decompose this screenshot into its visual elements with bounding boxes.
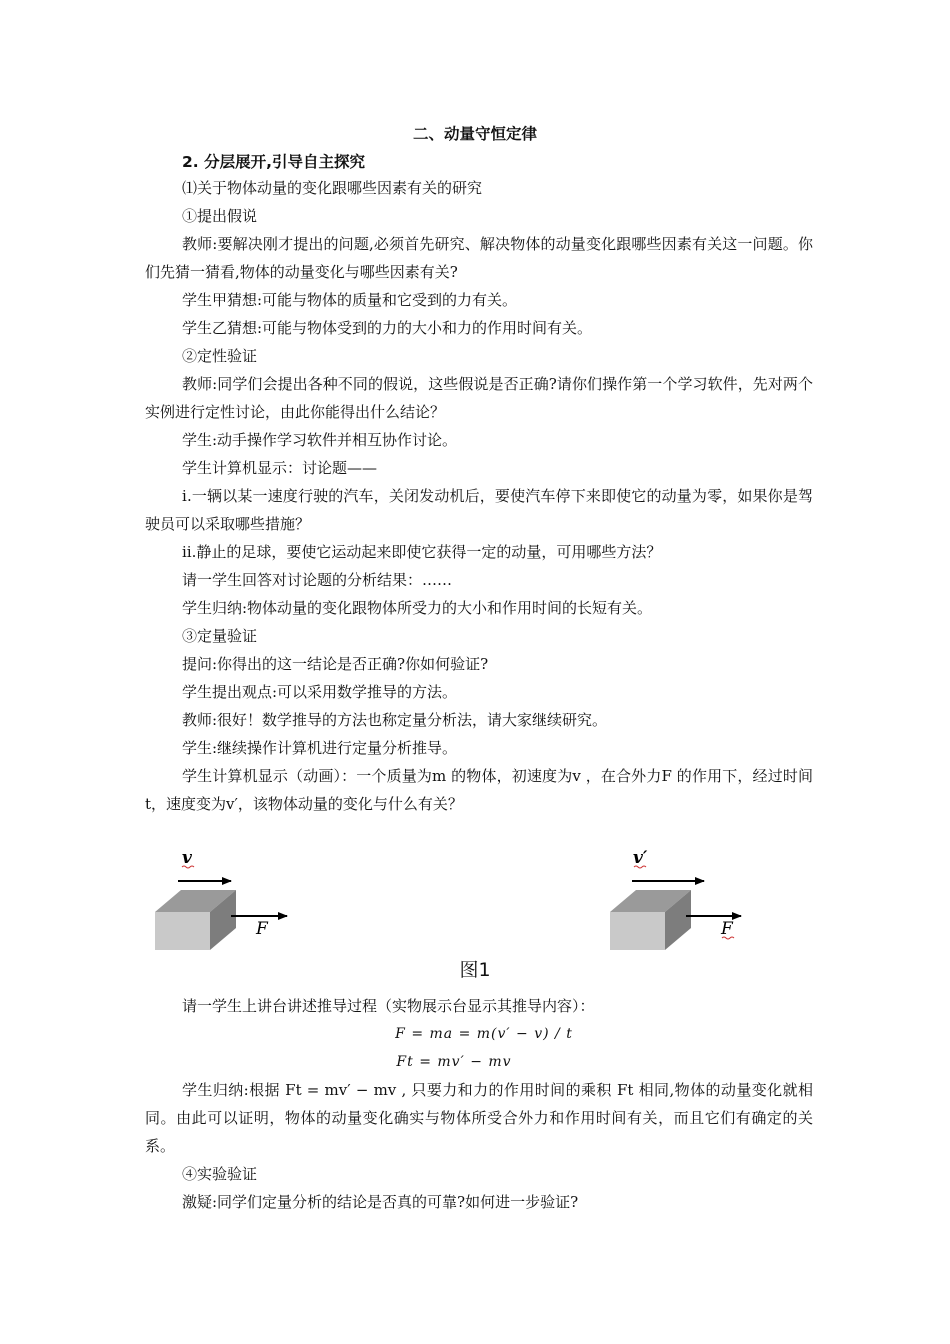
- paragraph: 请一学生回答对讨论题的分析结果：……: [182, 571, 453, 589]
- paragraph: 教师:同学们会提出各种不同的假说，这些假说是否正确?请你们操作第一个学习软件，先对两个实例进行定性讨论，由此你能得出什么结论？: [145, 375, 813, 421]
- body-text-continued: [145, 992, 813, 1216]
- paragraph: 提问:你得出的这一结论是否正确?你如何验证?: [182, 655, 489, 673]
- paragraph: ②定性验证: [182, 347, 258, 365]
- equation: F = ma = m(v′ − v) / t: [395, 1026, 573, 1042]
- block-front: [155, 912, 210, 950]
- left-block: [155, 890, 236, 950]
- paragraph: ③定量验证: [182, 627, 258, 645]
- velocity-label-right: v′: [633, 848, 648, 868]
- paragraph: 学生甲猜想:可能与物体的质量和它受到的力有关。: [182, 291, 518, 309]
- paragraph: ⅱ.静止的足球，要使它运动起来即使它获得一定的动量，可用哪些方法？: [182, 543, 662, 561]
- paragraph: 学生乙猜想:可能与物体受到的力的大小和力的作用时间有关。: [182, 319, 593, 337]
- body-text: [145, 174, 813, 818]
- figure-caption: 图1: [459, 959, 491, 981]
- paragraph: 学生归纳:根据 Ft = mv′ − mv , 只要力和力的作用时间的乘积 Ft 相同,物体的动量变化就相同。由此可以证明，物体的动量变化确实与物体所受合外力和作用时间有关，而且它们有确定的关系。: [145, 1081, 813, 1155]
- paragraph: 学生计算机显示：讨论题——: [182, 459, 378, 477]
- paragraph: 学生计算机显示（动画）：一个质量为m 的物体，初速度为v ，在合外力F 的作用下，经过时间t，速度变为v′，该物体动量的变化与什么有关？: [145, 767, 813, 813]
- paragraph: 学生:动手操作学习软件并相互协作讨论。: [182, 431, 458, 449]
- paragraph: ⅰ.一辆以某一速度行驶的汽车，关闭发动机后，要使汽车停下来即使它的动量为零，如果你是驾驶员可以采取哪些措施？: [145, 487, 813, 533]
- equation: Ft = mv′ − mv: [396, 1054, 512, 1070]
- paragraph: 教师:很好！数学推导的方法也称定量分析法，请大家继续研究。: [182, 711, 608, 729]
- document-title: 二、动量守恒定律: [412, 125, 537, 143]
- paragraph: ④实验验证: [182, 1165, 258, 1183]
- right-block: [610, 890, 691, 950]
- paragraph: 教师:要解决刚才提出的问题,必须首先研究、解决物体的动量变化跟哪些因素有关这一问题。你们先猜一猜看,物体的动量变化与哪些因素有关?: [145, 235, 813, 281]
- paragraph: 请一学生上讲台讲述推导过程（实物展示台显示其推导内容）：: [182, 997, 595, 1015]
- paragraph: 学生:继续操作计算机进行定量分析推导。: [182, 739, 458, 757]
- section-heading: 2. 分层展开,引导自主探究: [182, 153, 365, 171]
- force-label-right: F: [721, 919, 733, 939]
- paragraph: 学生归纳:物体动量的变化跟物体所受力的大小和作用时间的长短有关。: [182, 599, 653, 617]
- paragraph: 激疑:同学们定量分析的结论是否真的可靠?如何进一步验证?: [182, 1193, 579, 1211]
- block-front: [610, 912, 665, 950]
- paragraph: 学生提出观点:可以采用数学推导的方法。: [182, 683, 458, 701]
- velocity-label-left: v: [182, 848, 192, 868]
- paragraph: ⑴关于物体动量的变化跟哪些因素有关的研究: [182, 179, 483, 197]
- paragraph: ①提出假说: [182, 207, 258, 225]
- force-label-left: F: [256, 919, 268, 939]
